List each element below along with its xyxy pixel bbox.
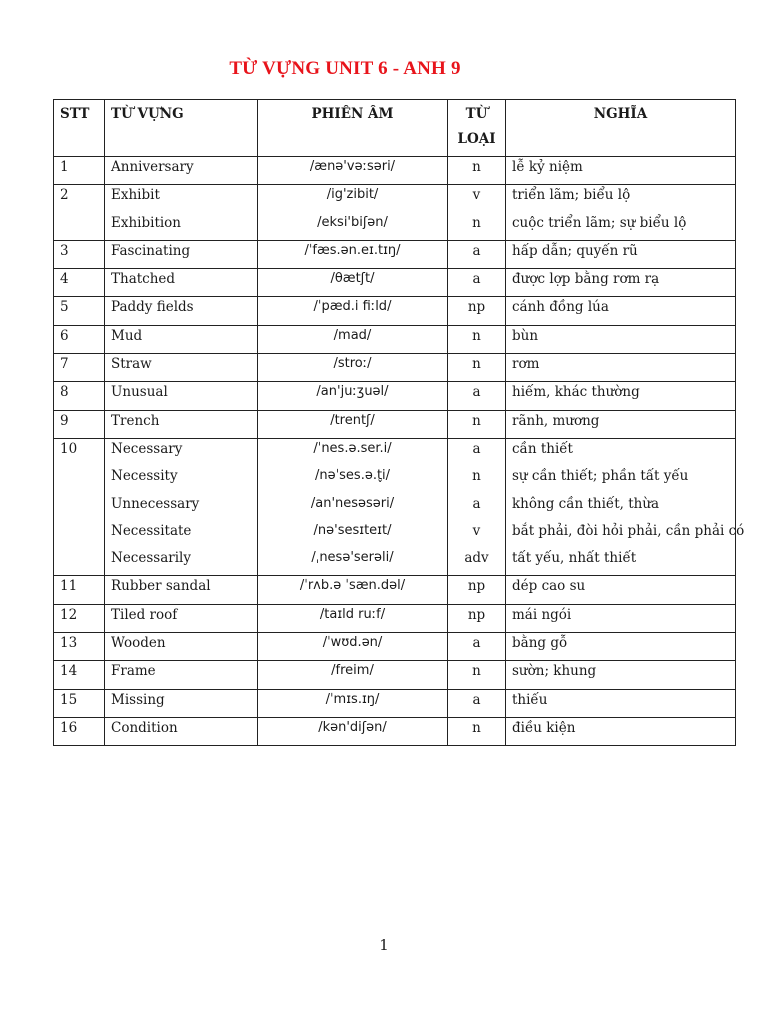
cell-pos: [448, 185, 506, 241]
row-number: 7: [60, 356, 69, 373]
cell-word: [105, 576, 258, 604]
table-row: [54, 604, 736, 632]
cell-pos: [448, 382, 506, 410]
cell-ipa: [258, 297, 448, 325]
table-row: [54, 633, 736, 661]
cell-pos: [448, 438, 506, 575]
pos-text: n: [472, 412, 481, 429]
cell-word: [105, 717, 258, 745]
table-row: [54, 297, 736, 325]
pos-text: n: [472, 356, 481, 373]
pos-text: v: [472, 187, 481, 204]
pos-text: a: [472, 384, 481, 401]
pos-text: n: [472, 327, 481, 344]
row-number: 14: [60, 663, 78, 680]
word-text: Unnecessary: [111, 495, 200, 512]
ipa-text: /nəˈses.ə.t̬i/: [314, 468, 391, 484]
pos-text: np: [467, 606, 486, 623]
word-text: Fascinating: [111, 242, 191, 259]
cell-ipa: [258, 576, 448, 604]
row-number: 6: [60, 327, 69, 344]
ipa-text: /ig'zibit/: [326, 187, 379, 203]
ipa-text: /ˈnes.ə.ser.i/: [313, 440, 392, 456]
meaning-text: bắt phải, đòi hỏi phải, cần phải có: [512, 522, 745, 539]
header-word: TỪ VỰNG: [105, 100, 258, 157]
cell-word: [105, 185, 258, 241]
cell-ipa: [258, 717, 448, 745]
cell-meaning: [506, 604, 736, 632]
cell-pos: [448, 661, 506, 689]
meaning-text: rãnh, mương: [512, 412, 600, 429]
cell-word: [105, 382, 258, 410]
pos-text: a: [472, 635, 481, 652]
table-header-row: [54, 100, 736, 157]
header-ipa: PHIÊN ÂM: [258, 100, 448, 157]
pos-text: np: [467, 578, 486, 595]
ipa-text: /eksi'biʃən/: [317, 214, 388, 230]
cell-pos: [448, 717, 506, 745]
meaning-text: điều kiện: [512, 719, 576, 736]
ipa-text: /freim/: [331, 663, 374, 679]
cell-stt: [54, 604, 105, 632]
pos-text: n: [472, 663, 481, 680]
pos-text: adv: [464, 550, 489, 567]
cell-word: [105, 240, 258, 268]
cell-stt: [54, 661, 105, 689]
table-row: [54, 354, 736, 382]
cell-pos: [448, 269, 506, 297]
cell-ipa: [258, 185, 448, 241]
word-text: Straw: [111, 356, 152, 373]
cell-stt: [54, 633, 105, 661]
word-text: Condition: [111, 719, 178, 736]
row-number: 10: [60, 440, 78, 457]
pos-text: n: [472, 159, 481, 175]
cell-meaning: [506, 717, 736, 745]
page-number: 1: [379, 936, 389, 954]
table-row: [54, 410, 736, 438]
cell-word: [105, 325, 258, 353]
cell-pos: [448, 604, 506, 632]
cell-meaning: [506, 157, 736, 185]
cell-pos: [448, 410, 506, 438]
cell-stt: [54, 269, 105, 297]
cell-pos: [448, 157, 506, 185]
word-text: Tiled roof: [111, 606, 178, 623]
pos-text: n: [472, 468, 481, 485]
word-text: Frame: [111, 663, 156, 680]
header-meaning: NGHĨA: [506, 100, 736, 157]
table-row: [54, 269, 736, 297]
ipa-text: /stroː/: [333, 356, 372, 372]
cell-stt: [54, 382, 105, 410]
table-row: [54, 185, 736, 241]
cell-stt: [54, 354, 105, 382]
ipa-text: /kən'diʃən/: [318, 719, 387, 735]
cell-ipa: [258, 689, 448, 717]
cell-stt: [54, 240, 105, 268]
pos-text: a: [472, 440, 481, 457]
cell-word: [105, 157, 258, 185]
cell-word: [105, 633, 258, 661]
row-number: 1: [60, 159, 69, 175]
row-number: 2: [60, 187, 69, 204]
ipa-text: /an'juːʒuəl/: [316, 384, 389, 400]
cell-stt: [54, 410, 105, 438]
table-row: [54, 240, 736, 268]
cell-ipa: [258, 382, 448, 410]
cell-meaning: [506, 689, 736, 717]
cell-pos: [448, 297, 506, 325]
cell-pos: [448, 325, 506, 353]
meaning-text: rơm: [512, 356, 540, 373]
cell-word: [105, 297, 258, 325]
ipa-text: /ˈpæd.i fiːld/: [313, 299, 392, 315]
row-number: 11: [60, 578, 78, 595]
table-row: [54, 382, 736, 410]
cell-pos: [448, 576, 506, 604]
ipa-text: /ˈmɪs.ɪŋ/: [325, 691, 380, 707]
meaning-text: dép cao su: [512, 578, 586, 595]
row-number: 15: [60, 691, 78, 708]
row-number: 4: [60, 271, 69, 288]
word-text: Necessitate: [111, 522, 192, 539]
cell-meaning: [506, 382, 736, 410]
cell-meaning: [506, 269, 736, 297]
cell-ipa: [258, 269, 448, 297]
word-text: Rubber sandal: [111, 578, 211, 595]
cell-word: [105, 689, 258, 717]
table-row: [54, 325, 736, 353]
cell-meaning: [506, 325, 736, 353]
word-text: Necessarily: [111, 550, 191, 567]
cell-meaning: [506, 240, 736, 268]
cell-ipa: [258, 604, 448, 632]
row-number: 16: [60, 719, 78, 736]
pos-text: n: [472, 214, 481, 231]
ipa-text: /ˈwʊd.ən/: [322, 635, 383, 651]
ipa-text: /nə'sesɪteɪt/: [313, 522, 392, 538]
cell-ipa: [258, 438, 448, 575]
cell-stt: [54, 297, 105, 325]
cell-stt: [54, 576, 105, 604]
meaning-text: hiếm, khác thường: [512, 384, 640, 401]
word-text: Anniversary: [111, 159, 194, 175]
row-number: 8: [60, 384, 69, 401]
table-row: [54, 689, 736, 717]
ipa-text: /ˈfæs.ən.eɪ.tɪŋ/: [304, 242, 401, 258]
meaning-text: sườn; khung: [512, 663, 597, 680]
cell-word: [105, 438, 258, 575]
ipa-text: /ˌnesə'serəli/: [311, 550, 394, 566]
cell-meaning: [506, 661, 736, 689]
word-text: Exhibit: [111, 187, 160, 204]
table-body: [54, 157, 745, 746]
meaning-text: bằng gỗ: [512, 635, 568, 652]
meaning-text: sự cần thiết; phần tất yếu: [512, 468, 689, 485]
cell-meaning: [506, 576, 736, 604]
word-text: Unusual: [111, 384, 168, 401]
table-row: [54, 661, 736, 689]
cell-ipa: [258, 661, 448, 689]
pos-text: np: [467, 299, 486, 316]
cell-word: [105, 410, 258, 438]
table-row: [54, 157, 736, 185]
word-text: Thatched: [111, 271, 176, 288]
pos-text: a: [472, 271, 481, 288]
word-text: Necessity: [111, 468, 178, 485]
ipa-text: /trentʃ/: [330, 412, 375, 428]
ipa-text: /ˈrʌb.ə ˈsæn.dəl/: [299, 578, 406, 594]
cell-ipa: [258, 633, 448, 661]
cell-meaning: [506, 633, 736, 661]
cell-ipa: [258, 240, 448, 268]
cell-ipa: [258, 325, 448, 353]
meaning-text: cánh đồng lúa: [512, 299, 609, 316]
ipa-text: /an'nesəsəri/: [310, 495, 395, 511]
meaning-text: tất yếu, nhất thiết: [512, 550, 637, 567]
cell-stt: [54, 689, 105, 717]
vocabulary-table: [53, 99, 745, 746]
cell-ipa: [258, 157, 448, 185]
meaning-text: không cần thiết, thừa: [512, 495, 660, 512]
cell-meaning: [506, 438, 745, 575]
meaning-text: bùn: [512, 327, 539, 344]
row-number: 5: [60, 299, 69, 316]
row-number: 13: [60, 635, 78, 652]
meaning-text: thiếu: [512, 691, 548, 708]
row-number: 12: [60, 606, 78, 623]
meaning-text: mái ngói: [512, 606, 572, 623]
ipa-text: /taɪld ruːf/: [319, 606, 386, 622]
cell-ipa: [258, 354, 448, 382]
pos-text: n: [472, 719, 481, 736]
pos-text: a: [472, 691, 481, 708]
cell-stt: [54, 438, 105, 575]
word-text: Necessary: [111, 440, 183, 457]
cell-pos: [448, 354, 506, 382]
cell-word: [105, 354, 258, 382]
header-stt: STT: [54, 100, 105, 157]
cell-stt: [54, 325, 105, 353]
table-row: [54, 576, 736, 604]
cell-word: [105, 661, 258, 689]
cell-meaning: [506, 410, 736, 438]
header-pos-line1: TỪ: [465, 106, 488, 122]
pos-text: v: [472, 522, 481, 539]
ipa-text: /mad/: [333, 327, 372, 343]
word-text: Exhibition: [111, 214, 182, 231]
cell-word: [105, 604, 258, 632]
cell-pos: [448, 689, 506, 717]
row-number: 9: [60, 412, 69, 429]
header-pos: [448, 100, 506, 157]
meaning-text: lễ kỷ niệm: [512, 159, 583, 175]
cell-meaning: [506, 185, 736, 241]
table-row: [54, 717, 736, 745]
meaning-text: triển lãm; biểu lộ: [512, 187, 631, 204]
word-text: Missing: [111, 691, 165, 708]
table-row: [54, 438, 736, 575]
word-text: Wooden: [111, 635, 166, 652]
word-text: Paddy fields: [111, 299, 194, 316]
cell-pos: [448, 633, 506, 661]
row-number: 3: [60, 242, 69, 259]
meaning-text: cần thiết: [512, 440, 573, 457]
cell-meaning: [506, 297, 736, 325]
cell-meaning: [506, 354, 736, 382]
meaning-text: cuộc triển lãm; sự biểu lộ: [512, 214, 687, 231]
ipa-text: /θætʃt/: [330, 271, 375, 287]
meaning-text: được lợp bằng rơm rạ: [512, 271, 660, 288]
cell-stt: [54, 157, 105, 185]
cell-stt: [54, 185, 105, 241]
word-text: Mud: [111, 327, 143, 344]
meaning-text: hấp dẫn; quyến rũ: [512, 242, 638, 259]
header-pos-line2: LOẠI: [457, 131, 496, 147]
pos-text: a: [472, 242, 481, 259]
cell-word: [105, 269, 258, 297]
page-title: TỪ VỰNG UNIT 6 - ANH 9: [229, 58, 461, 79]
word-text: Trench: [111, 412, 160, 429]
pos-text: a: [472, 495, 481, 512]
cell-stt: [54, 717, 105, 745]
cell-ipa: [258, 410, 448, 438]
ipa-text: /ænə'vəːsəri/: [309, 159, 396, 174]
cell-pos: [448, 240, 506, 268]
